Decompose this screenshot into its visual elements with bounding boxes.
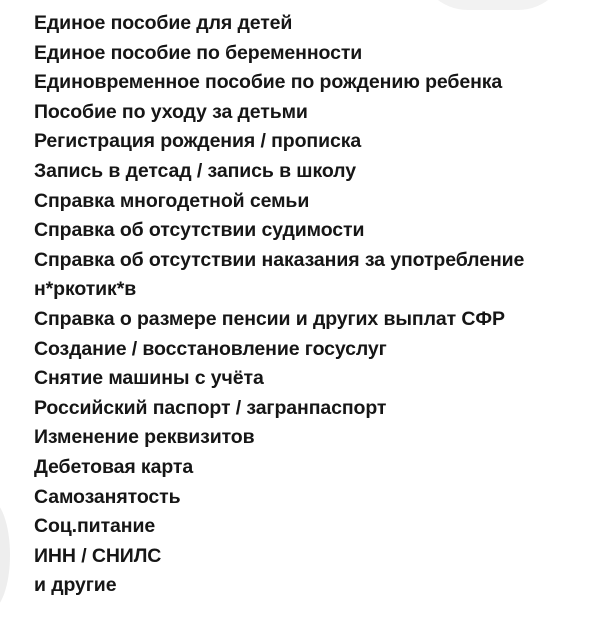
list-item: Справка о размере пенсии и других выплат СФР bbox=[34, 307, 505, 330]
list-item: Регистрация рождения / прописка bbox=[34, 130, 362, 153]
list-item: Дебетовая карта bbox=[34, 455, 194, 478]
list-item: Изменение реквизитов bbox=[34, 426, 255, 449]
list-item: н*ркотик*в bbox=[34, 278, 137, 301]
list-item: Запись в детсад / запись в школу bbox=[34, 159, 356, 182]
list-item: Создание / восстановление госуслуг bbox=[34, 337, 387, 360]
list-item: Справка об отсутствии наказания за употребление bbox=[34, 248, 525, 271]
list-item: Справка об отсутствии судимости bbox=[34, 219, 365, 242]
list-item: Единое пособие для детей bbox=[34, 12, 293, 34]
list-item: Российский паспорт / загранпаспорт bbox=[34, 396, 387, 419]
list-item: Справка многодетной семьи bbox=[34, 189, 310, 212]
list-item: ИНН / СНИЛС bbox=[34, 544, 162, 567]
services-list bbox=[34, 9, 594, 601]
decorative-shape-left bbox=[0, 500, 10, 610]
list-item: Единое пособие по беременности bbox=[34, 41, 363, 64]
list-item: Снятие машины с учёта bbox=[34, 367, 264, 390]
list-item: Пособие по уходу за детьми bbox=[34, 100, 308, 123]
list-item: Соц.питание bbox=[34, 515, 156, 538]
list-item: и другие bbox=[34, 574, 117, 597]
list-item: Единовременное пособие по рождению ребенка bbox=[34, 71, 503, 94]
list-item: Самозанятость bbox=[34, 485, 181, 508]
